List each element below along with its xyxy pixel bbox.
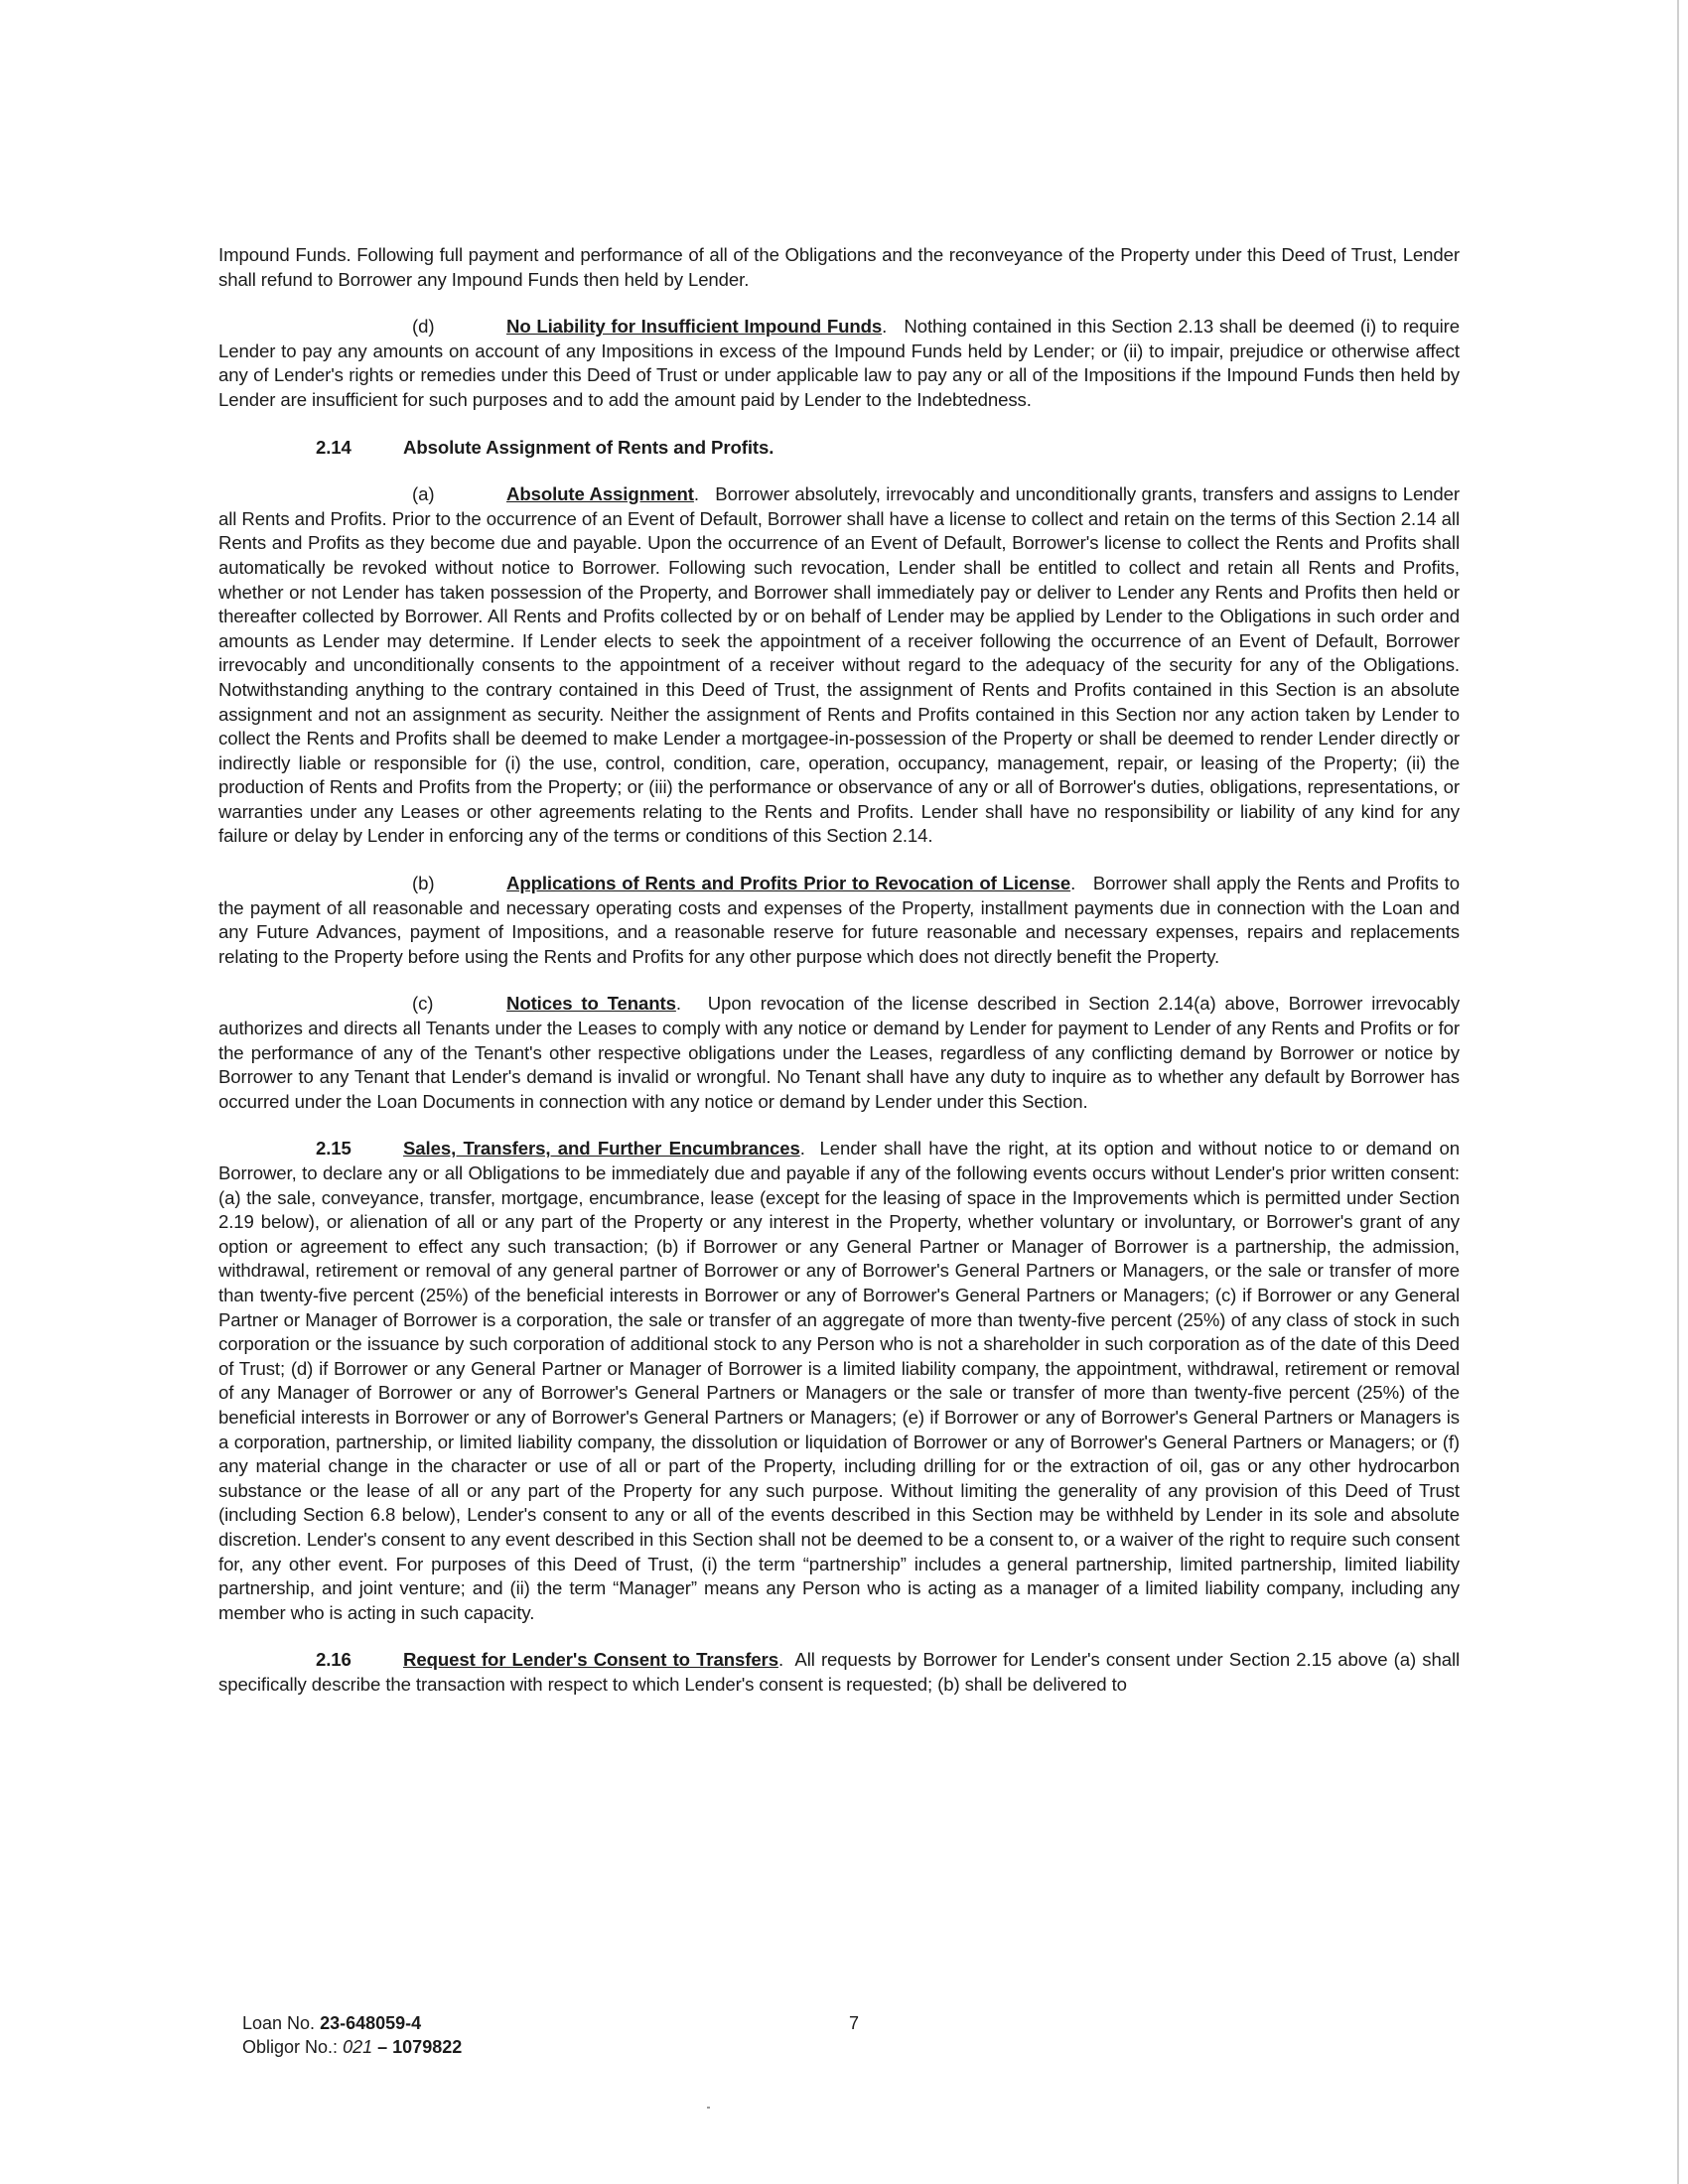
subsection-d-text: Nothing contained in this Section 2.13 shall be deemed (i) to require Lender to pay any amounts on account of any Impositions in excess of the Impound Funds held by Lender; or (ii) to impair, prejudice or otherwise affect any of Lender's rights or remedies under this Deed of Trust or under applicable law to pay any or all of the Impositions if the Impound Funds then held by Lender are insufficient for such purposes and to add the amount paid by Lender to the Indebtedness. (218, 316, 1460, 410)
page-footer (242, 2011, 1434, 2059)
obligor-number: 1079822 (392, 2037, 463, 2057)
subsection-d: (d) No Liability for Insufficient Impound Funds. Nothing contained in this Section 2.13 shall be deemed (i) to require Lender to pay any amounts on account of any Impositions in excess of the Impound Funds held by Lender; or (ii) to impair, prejudice or otherwise affect any of Lender's rights or remedies under this Deed of Trust or under applicable law to pay any or all of the Impositions if the Impound Funds then held by Lender are insufficient for such purposes and to add the amount paid by Lender to the Indebtedness. (218, 316, 1460, 410)
scan-speck (707, 2107, 710, 2109)
document-body (218, 243, 1460, 1697)
section-2-16-heading: Request for Lender's Consent to Transfers (403, 1649, 778, 1671)
loan-label: Loan No. (242, 2013, 316, 2033)
section-2-15-heading: Sales, Transfers, and Further Encumbrances (403, 1138, 800, 1160)
subsection-a-text: Borrower absolutely, irrevocably and unconditionally grants, transfers and assigns to Lender all Rents and Profits. Prior to the occurrence of an Event of Default, Borrower shall have a license to collect and retain on the terms of this Section 2.14 all Rents and Profits as they become due and payable. Upon the occurrence of an Event of Default, Borrower's license to collect the Rents and Profits shall automatically be revoked without notice to Borrower. Following such revocation, Lender shall be entitled to collect and retain all Rents and Profits, whether or not Lender has taken possession of the Property, and Borrower shall immediately pay or deliver to Lender any Rents and Profits then held or thereafter collected by Borrower. All Rents and Profits collected by or on behalf of Lender may be applied by Lender to the Obligations in such order and amounts as Lender may determine. If Lender elects to seek the appointment of a receiver following the occurrence of an Event of Default, Borrower irrevocably and unconditionally consents to the appointment of a receiver without regard to the adequacy of the security for any of the Obligations. Notwithstanding anything to the contrary contained in this Deed of Trust, the assignment of Rents and Profits contained in this Section is an absolute assignment and not an assignment as security. Neither the assignment of Rents and Profits contained in this Section nor any action taken by Lender to collect the Rents and Profits shall be deemed to make Lender a mortgagee-in-possession of the Property or shall be deemed to render Lender directly or indirectly liable or responsible for (i) the use, control, condition, care, operation, occupancy, management, repair, or leasing of the Property; (ii) the production of Rents and Profits from the Property; or (iii) the performance or observance of any or all of Borrower's duties, obligations, representations, or warranties under any Leases or other agreements relating to the Rents and Profits. Lender shall have no responsibility or liability of any kind for any failure or delay by Lender in enforcing any of the terms or conditions of this Section 2.14. (218, 483, 1460, 847)
subsection-b-text: Borrower shall apply the Rents and Profits to the payment of all reasonable and necessary operating costs and expenses of the Property, installment payments due in connection with the Loan and any Future Advances, payment of Impositions, and a reasonable reserve for future reasonable and necessary expenses, repairs and replacements relating to the Property before using the Rents and Profits for any other purpose which does not directly benefit the Property. (218, 873, 1460, 967)
section-2-14-heading: Absolute Assignment of Rents and Profits. (403, 436, 774, 458)
subsection-b-heading: Applications of Rents and Profits Prior to Revocation of License (506, 873, 1071, 894)
subsection-c: (c) Notices to Tenants. Upon revocation of the license described in Section 2.14(a) above, Borrower irrevocably authorizes and directs all Tenants under the Leases to comply with any notice or demand by Lender for payment to Lender of any Rents and Profits or for the performance of any of the Tenant's other respective obligations under the Leases, regardless of any conflicting demand by Borrower or notice by Borrower to any Tenant that Lender's demand is invalid or wrongful. No Tenant shall have any duty to inquire as to whether any default by Borrower has occurred under the Loan Documents in connection with any notice or demand by Lender under this Section. (218, 993, 1461, 1112)
obligor-label: Obligor No.: (242, 2037, 339, 2057)
section-2-14-number: 2.14 (316, 436, 352, 458)
loan-number: 23-648059-4 (320, 2013, 422, 2033)
subsection-c-text: Upon revocation of the license described in Section 2.14(a) above, Borrower irrevocably authorizes and directs all Tenants under the Leases to comply with any notice or demand by Lender for payment to Lender of any Rents and Profits or for the performance of any of the Tenant's other respective obligations under the Leases, regardless of any conflicting demand by Borrower or notice by Borrower to any Tenant that Lender's demand is invalid or wrongful. No Tenant shall have any duty to inquire as to whether any default by Borrower has occurred under the Loan Documents in connection with any notice or demand by Lender under this Section. (218, 993, 1461, 1112)
intro-text: Impound Funds. Following full payment and performance of all of the Obligations and the reconveyance of the Property under this Deed of Trust, Lender shall refund to Borrower any Impound Funds then held by Lender. (218, 244, 1460, 290)
subsection-b: (b) Applications of Rents and Profits Prior to Revocation of License. Borrower shall apply the Rents and Profits to the payment of all reasonable and necessary operating costs and expenses of the Property, installment payments due in connection with the Loan and any Future Advances, payment of Impositions, and a reasonable reserve for future reasonable and necessary expenses, repairs and replacements relating to the Property before using the Rents and Profits for any other purpose which does not directly benefit the Property. (218, 873, 1460, 967)
section-2-16-number: 2.16 (316, 1649, 352, 1671)
subsection-d-letter: (d) (412, 316, 435, 338)
loan-number-line (242, 2011, 1434, 2035)
subsection-a-heading: Absolute Assignment (506, 483, 694, 505)
obligor-number-line (242, 2035, 1434, 2059)
section-2-15-text: Lender shall have the right, at its option and without notice to or demand on Borrower, to declare any or all Obligations to be immediately due and payable if any of the following events occurs without Lender's prior written consent: (a) the sale, conveyance, transfer, mortgage, encumbrance, lease (except for the leasing of space in the Improvements which is permitted under Section 2.19 below), or alienation of all or any part of the Property or any interest in the Property, whether voluntary or involuntary, or Borrower's grant of any option or agreement to effect any such transaction; (b) if Borrower or any General Partner or Manager of Borrower is a partnership, the admission, withdrawal, retirement or removal of any general partner of Borrower or any of Borrower's General Partners or Managers, or the sale or transfer of more than twenty-five percent (25%) of the beneficial interests in Borrower or any of Borrower's General Partners or Managers; (c) if Borrower or any General Partner or Manager of Borrower is a corporation, the sale or transfer of an aggregate of more than twenty-five percent (25%) of any class of stock in such corporation or the issuance by such corporation of additional stock to any Person who is not a shareholder in such corporation as of the date of this Deed of Trust; (d) if Borrower or any General Partner or Manager of Borrower is a limited liability company, the appointment, withdrawal, retirement or removal of any Manager of Borrower or any of Borrower's General Partners or Managers or the sale or transfer of more than twenty-five percent (25%) of the beneficial interests in Borrower or any of Borrower's General Partners or Managers; (e) if Borrower or any of Borrower's General Partners or Managers is a corporation, partnership, or limited liability company, the dissolution or liquidation of Borrower or any of Borrower's General Partners or Managers; or (f) any material change in the character or use of all or part of the Property, including drilling for or the extraction of oil, gas or any other hydrocarbon substance or the lease of all or any part of the Property for any such purpose. Without limiting the generality of any provision of this Deed of Trust (including Section 6.8 below), Lender's consent to any or all of the events described in this Section may be withheld by Lender in its sole and absolute discretion. Lender's consent to any event described in this Section shall not be deemed to be a consent to, or a waiver of the right to require such consent for, any other event. For purposes of this Deed of Trust, (i) the term “partnership” includes a general partnership, limited partnership, limited liability partnership, and joint venture; and (ii) the term “Manager” means any Person who is acting as a manager of a limited liability company, including any member who is acting in such capacity. (218, 1138, 1461, 1623)
intro-paragraph (218, 243, 1460, 292)
obligor-prefix: 021 (343, 2037, 373, 2057)
section-2-16-text: All requests by Borrower for Lender's consent under Section 2.15 above (a) shall specifically describe the transaction with respect to which Lender's consent is requested; (b) shall be delivered to (218, 1649, 1461, 1695)
subsection-a: (a) Absolute Assignment. Borrower absolutely, irrevocably and unconditionally grants, transfers and assigns to Lender all Rents and Profits. Prior to the occurrence of an Event of Default, Borrower shall have a license to collect and retain on the terms of this Section 2.14 all Rents and Profits as they become due and payable. Upon the occurrence of an Event of Default, Borrower's license to collect the Rents and Profits shall automatically be revoked without notice to Borrower. Following such revocation, Lender shall be entitled to collect and retain all Rents and Profits, whether or not Lender has taken possession of the Property, and Borrower shall immediately pay or deliver to Lender any Rents and Profits then held or thereafter collected by Borrower. All Rents and Profits collected by or on behalf of Lender may be applied by Lender to the Obligations in such order and amounts as Lender may determine. If Lender elects to seek the appointment of a receiver following the occurrence of an Event of Default, Borrower irrevocably and unconditionally consents to the appointment of a receiver without regard to the adequacy of the security for any of the Obligations. Notwithstanding anything to the contrary contained in this Deed of Trust, the assignment of Rents and Profits contained in this Section is an absolute assignment and not an assignment as security. Neither the assignment of Rents and Profits contained in this Section nor any action taken by Lender to collect the Rents and Profits shall be deemed to make Lender a mortgagee-in-possession of the Property or shall be deemed to render Lender directly or indirectly liable or responsible for (i) the use, control, condition, care, operation, occupancy, management, repair, or leasing of the Property; (ii) the production of Rents and Profits from the Property; or (iii) the performance or observance of any or all of Borrower's duties, obligations, representations, or warranties under any Leases or other agreements relating to the Rents and Profits. Lender shall have no responsibility or liability of any kind for any failure or delay by Lender in enforcing any of the terms or conditions of this Section 2.14. (218, 483, 1460, 847)
subsection-c-letter: (c) (412, 993, 434, 1015)
subsection-d-heading: No Liability for Insufficient Impound Funds (506, 316, 883, 338)
section-2-14 (218, 436, 1460, 461)
scan-edge-line (1677, 0, 1679, 2184)
section-2-16: 2.16 Request for Lender's Consent to Transfers. All requests by Borrower for Lender's consent under Section 2.15 above (a) shall specifically describe the transaction with respect to which Lender's consent is requested; (b) shall be delivered to (218, 1649, 1461, 1695)
obligor-dash: – (377, 2037, 388, 2057)
subsection-a-letter: (a) (412, 483, 435, 505)
subsection-c-heading: Notices to Tenants (506, 993, 676, 1015)
section-2-15-number: 2.15 (316, 1138, 352, 1160)
section-2-15: 2.15 Sales, Transfers, and Further Encumbrances. Lender shall have the right, at its option and without notice to or demand on Borrower, to declare any or all Obligations to be immediately due and payable if any of the following events occurs without Lender's prior written consent: (a) the sale, conveyance, transfer, mortgage, encumbrance, lease (except for the leasing of space in the Improvements which is permitted under Section 2.19 below), or alienation of all or any part of the Property or any interest in the Property, whether voluntary or involuntary, or Borrower's grant of any option or agreement to effect any such transaction; (b) if Borrower or any General Partner or Manager of Borrower is a partnership, the admission, withdrawal, retirement or removal of any general partner of Borrower or any of Borrower's General Partners or Managers, or the sale or transfer of more than twenty-five percent (25%) of the beneficial interests in Borrower or any of Borrower's General Partners or Managers; (c) if Borrower or any General Partner or Manager of Borrower is a corporation, the sale or transfer of an aggregate of more than twenty-five percent (25%) of any class of stock in such corporation or the issuance by such corporation of additional stock to any Person who is not a shareholder in such corporation as of the date of this Deed of Trust; (d) if Borrower or any General Partner or Manager of Borrower is a limited liability company, the appointment, withdrawal, retirement or removal of any Manager of Borrower or any of Borrower's General Partners or Managers or the sale or transfer of more than twenty-five percent (25%) of the beneficial interests in Borrower or any of Borrower's General Partners or Managers; (e) if Borrower or any of Borrower's General Partners or Managers is a corporation, partnership, or limited liability company, the dissolution or liquidation of Borrower or any of Borrower's General Partners or Managers; or (f) any material change in the character or use of all or part of the Property, including drilling for or the extraction of oil, gas or any other hydrocarbon substance or the lease of all or any part of the Property for any such purpose. Without limiting the generality of any provision of this Deed of Trust (including Section 6.8 below), Lender's consent to any or all of the events described in this Section may be withheld by Lender in its sole and absolute discretion. Lender's consent to any event described in this Section shall not be deemed to be a consent to, or a waiver of the right to require such consent for, any other event. For purposes of this Deed of Trust, (i) the term “partnership” includes a general partnership, limited partnership, limited liability partnership, and joint venture; and (ii) the term “Manager” means any Person who is acting as a manager of a limited liability company, including any member who is acting in such capacity. (218, 1138, 1461, 1623)
subsection-b-letter: (b) (412, 873, 435, 894)
page-number: 7 (849, 2013, 860, 2033)
